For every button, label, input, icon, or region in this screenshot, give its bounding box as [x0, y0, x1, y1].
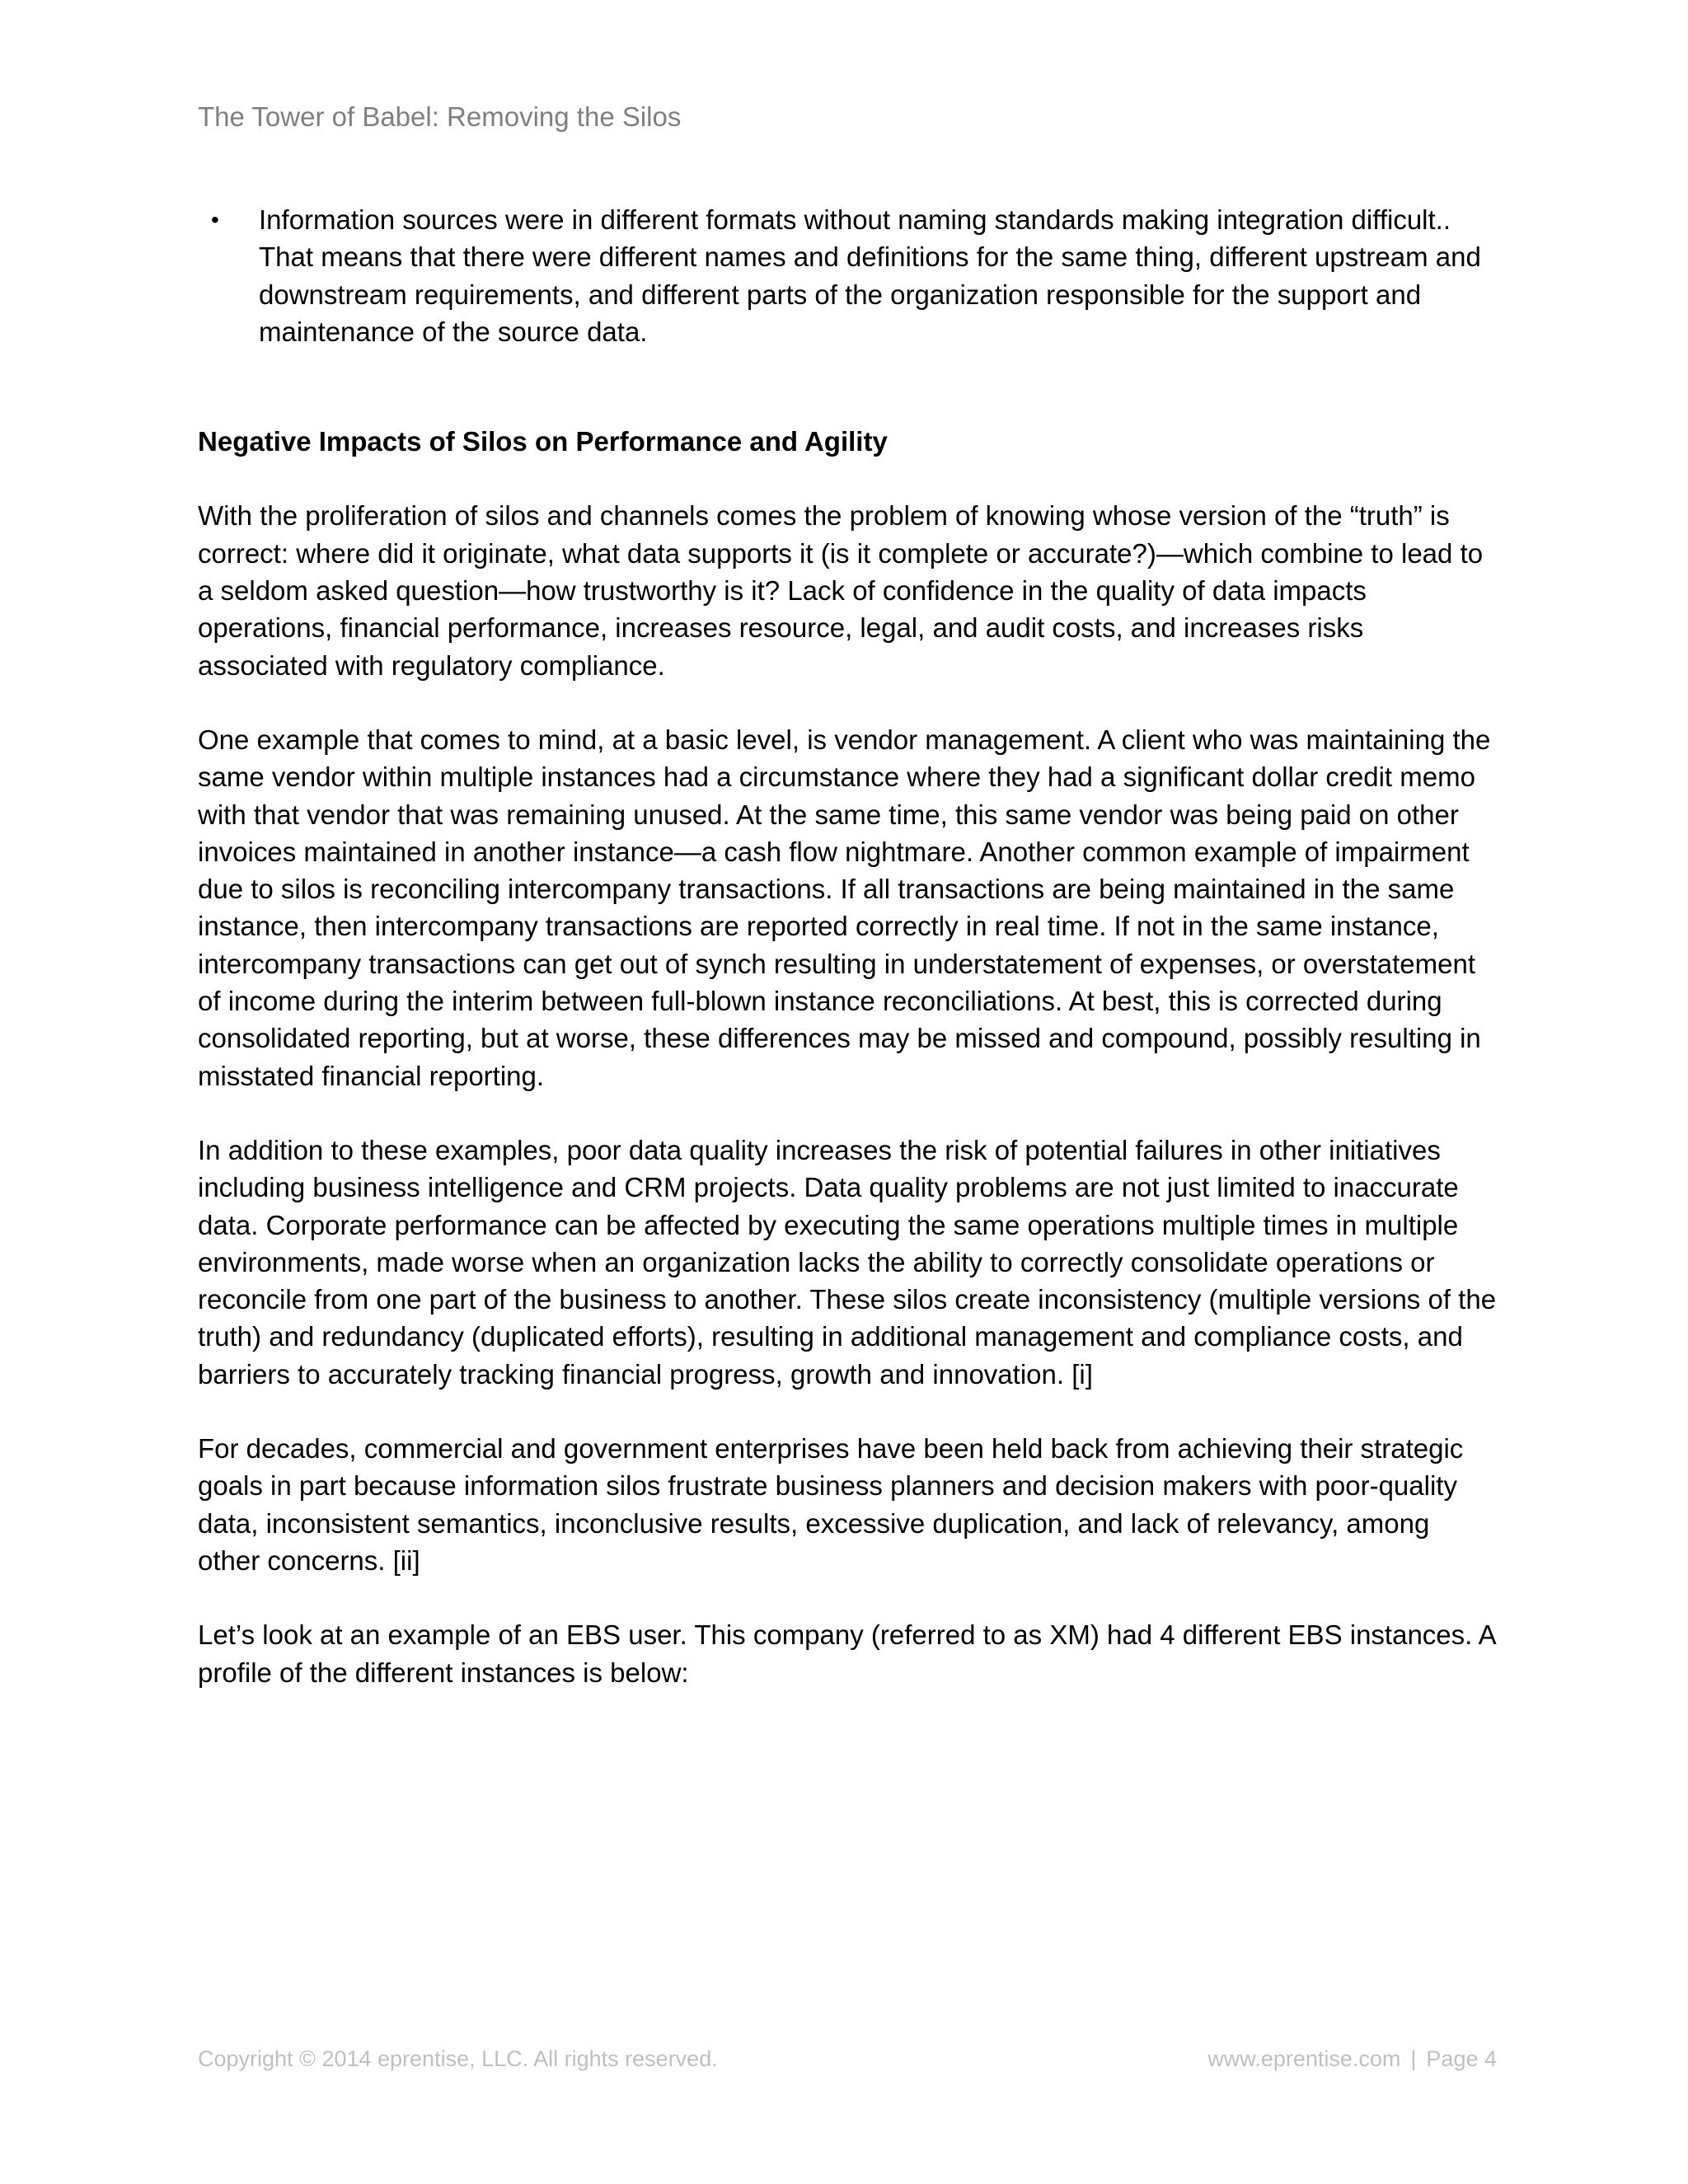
footer-separator: | [1410, 2046, 1417, 2071]
bullet-item [198, 201, 1497, 350]
paragraph-enterprise-goals: For decades, commercial and government enterprises have been held back from achieving their strategic goals in part because information silos frustrate business planners and decision makers with poor-quality data, inconsistent semantics, inconclusive results, excessive duplication, and lack of relevancy, among other concerns. [ii] [198, 1433, 1464, 1576]
footer-website-link[interactable]: www.eprentise.com [1207, 2046, 1401, 2071]
section-heading: Negative Impacts of Silos on Performance and Agility [198, 426, 888, 457]
page-header-title: The Tower of Babel: Removing the Silos [198, 101, 682, 132]
bullet-list [198, 201, 1497, 350]
bullet-text: Information sources were in different formats without naming standards making integration difficult.. That means that there were different names and definitions for the same thing, different upstream and downstream requirements, and different parts of the organization responsible for the support and maintenance of the source data. [259, 204, 1481, 347]
paragraph-vendor-example: One example that comes to mind, at a basic level, is vendor management. A client who was maintaining the same vendor within multiple instances had a circumstance where they had a significant dollar credit memo with that vendor that was remaining unused. At the same time, this same vendor was being paid on other invoices maintained in another instance—a cash flow nightmare. Another common example of impairment due to silos is reconciling intercompany transactions. If all transactions are being maintained in the same instance, then intercompany transactions are reported correctly in real time. If not in the same instance, intercompany transactions can get out of synch resulting in understatement of expenses, or overstatement of income during the interim between full-blown instance reconciliations. At best, this is corrected during consolidated reporting, but at worse, these differences may be missed and compound, possibly resulting in misstated financial reporting. [198, 724, 1491, 1091]
paragraph-data-quality: In addition to these examples, poor data quality increases the risk of potential failures in other initiatives including business intelligence and CRM projects. Data quality problems are not just limited to inaccurate data. Corporate performance can be affected by executing the same operations multiple times in multiple environments, made worse when an organization lacks the ability to correctly consolidate operations or reconcile from one part of the business to another. These silos create inconsistency (multiple versions of the truth) and redundancy (duplicated efforts), resulting in additional management and compliance costs, and barriers to accurately tracking financial progress, growth and innovation. [i] [198, 1134, 1497, 1390]
footer-copyright: Copyright © 2014 eprentise, LLC. All rights reserved. [198, 2046, 718, 2071]
document-body [198, 201, 1497, 1691]
paragraph-ebs-example: Let’s look at an example of an EBS user. This company (referred to as XM) had 4 different EBS instances. A profile of the different instances is below: [198, 1619, 1495, 1688]
paragraph-truth-version: With the proliferation of silos and channels comes the problem of knowing whose version of the “truth” is correct: where did it originate, what data supports it (is it complete or accurate?)—which combine to lead to a seldom asked question—how trustworthy is it? Lack of confidence in the quality of data impacts operations, financial performance, increases resource, legal, and audit costs, and increases risks associated with regulatory compliance. [198, 500, 1484, 681]
bullet-marker: • [211, 207, 219, 232]
footer-right [1207, 2044, 1497, 2074]
footer-page-number: Page 4 [1426, 2046, 1497, 2071]
